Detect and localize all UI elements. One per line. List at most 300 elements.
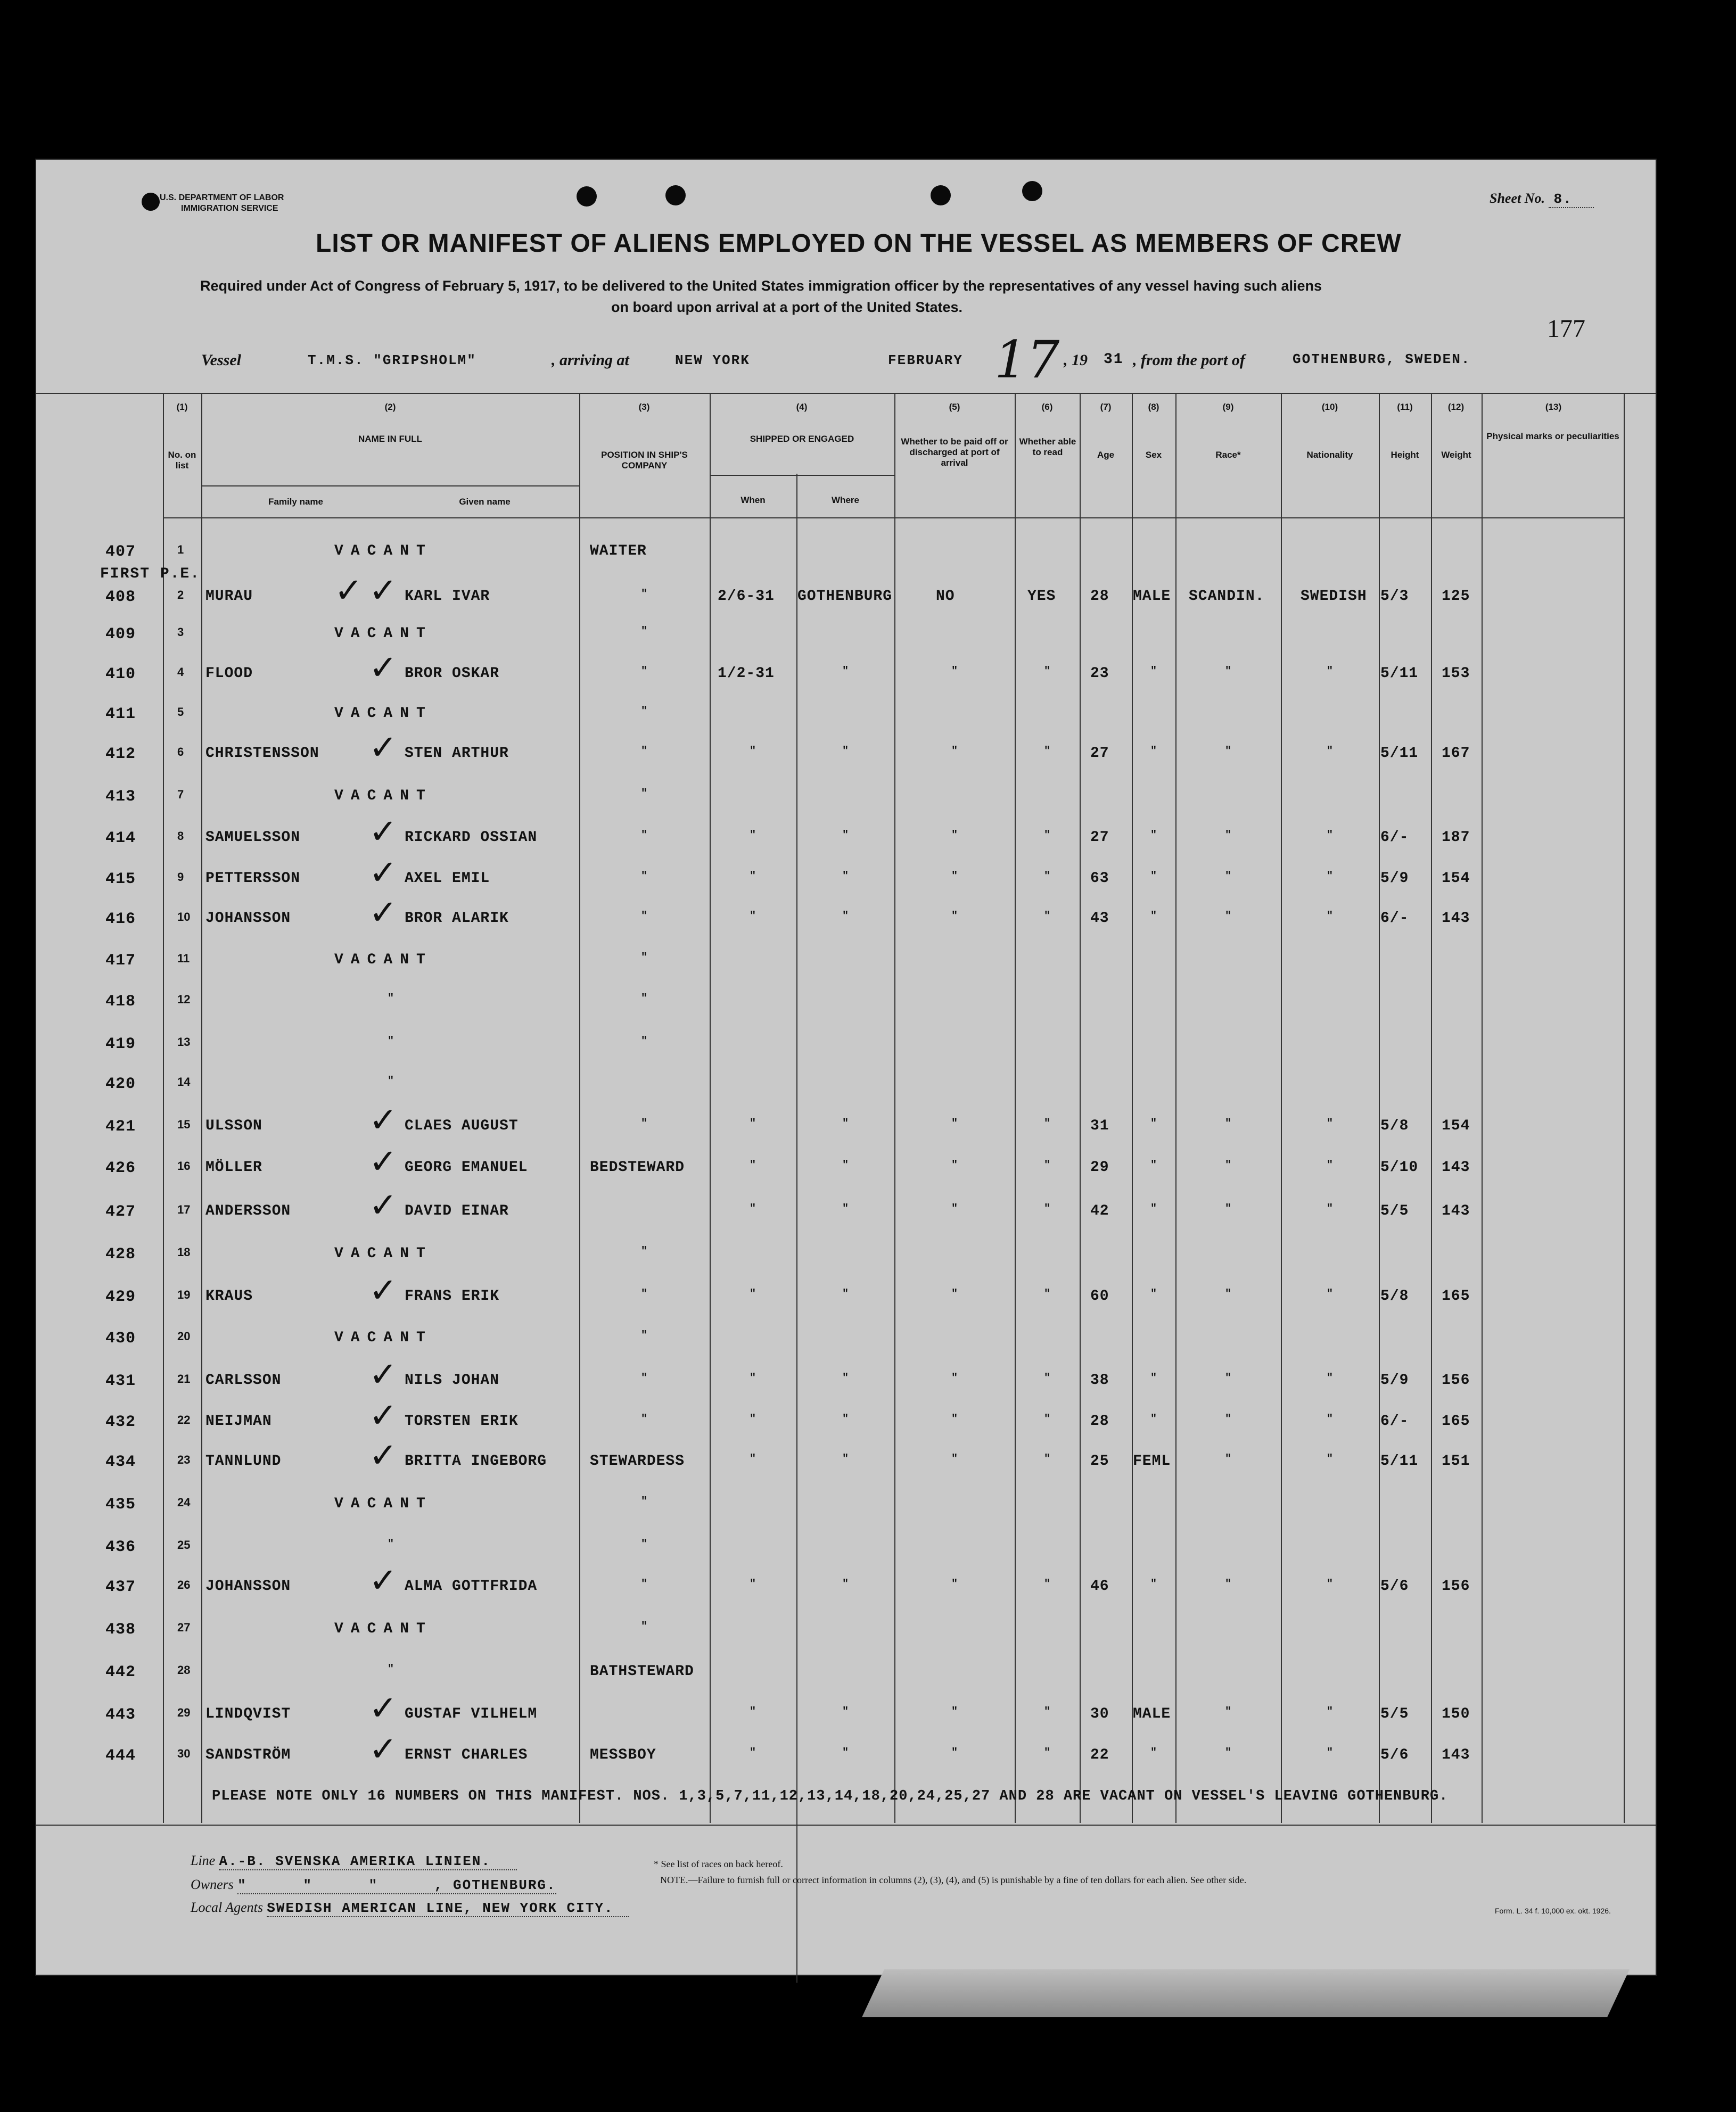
- margin-number: 435: [105, 1496, 136, 1514]
- column-number: (8): [1148, 402, 1159, 412]
- given-name: BROR OSKAR: [405, 665, 500, 682]
- able-to-read: ": [1044, 870, 1051, 882]
- paid-off: ": [951, 665, 959, 678]
- weight: 153: [1442, 665, 1470, 682]
- age: 31: [1090, 1118, 1109, 1134]
- list-number: 17: [177, 1203, 191, 1216]
- margin-number: 442: [105, 1663, 136, 1681]
- table-row: [36, 1663, 1656, 1685]
- margin-number: 410: [105, 665, 136, 683]
- list-number: 20: [177, 1330, 191, 1343]
- height: 5/9: [1380, 1372, 1409, 1389]
- weight: 156: [1442, 1372, 1470, 1389]
- shipped-when: ": [750, 1159, 757, 1172]
- table-row: [36, 1730, 1656, 1769]
- vacant-label: VACANT: [334, 952, 433, 968]
- margin-number: 409: [105, 625, 136, 644]
- list-number: 26: [177, 1578, 191, 1591]
- first-pe-label: FIRST P.E.: [100, 566, 201, 582]
- family-name: ANDERSSON: [205, 1203, 291, 1219]
- table-row: [36, 648, 1656, 688]
- nationality: SWEDISH: [1301, 588, 1367, 605]
- margin-number: 420: [105, 1075, 136, 1093]
- col-given-name: Given name: [459, 497, 511, 507]
- family-name: SAMUELSSON: [205, 829, 301, 846]
- shipped-where: GOTHENBURG: [797, 588, 893, 605]
- shipped-where: ": [842, 1159, 850, 1172]
- weight: 165: [1442, 1413, 1470, 1430]
- table-row: [36, 1496, 1656, 1517]
- margin-number: 437: [105, 1578, 136, 1596]
- sex: ": [1150, 1118, 1158, 1130]
- col-nationality: Nationality: [1306, 450, 1353, 460]
- check-mark-icon: ✓: [369, 648, 398, 688]
- margin-number: 436: [105, 1538, 136, 1556]
- margin-number: 428: [105, 1245, 136, 1264]
- position: ": [641, 1578, 648, 1590]
- paid-off: ": [951, 910, 959, 922]
- check-mark-icon: ✓: [369, 728, 398, 768]
- shipped-where: ": [842, 1203, 850, 1215]
- shipped-where: ": [842, 1413, 850, 1425]
- check-mark-icon: ✓: [369, 1396, 398, 1436]
- margin-number: 429: [105, 1288, 136, 1306]
- given-name: ALMA GOTTFRIDA: [405, 1578, 538, 1595]
- margin-number: 408: [105, 588, 136, 606]
- age: 30: [1090, 1706, 1109, 1722]
- margin-number: 417: [105, 952, 136, 970]
- weight: 187: [1442, 829, 1470, 846]
- given-name: STEN ARTHUR: [405, 745, 509, 762]
- footer-line: Line A.-B. SVENSKA AMERIKA LINIEN.: [191, 1852, 517, 1870]
- given-name: DAVID EINAR: [405, 1203, 509, 1219]
- vacant-label: VACANT: [334, 788, 433, 804]
- age: 23: [1090, 665, 1109, 682]
- list-number: 4: [177, 665, 184, 679]
- age: 42: [1090, 1203, 1109, 1219]
- column-number: (7): [1100, 402, 1112, 412]
- height: 5/5: [1380, 1706, 1409, 1722]
- nationality: ": [1327, 910, 1334, 922]
- family-name: JOHANSSON: [205, 910, 291, 927]
- given-name: KARL IVAR: [405, 588, 490, 605]
- given-name: AXEL EMIL: [405, 870, 490, 887]
- check-mark-icon: ✓: [369, 1101, 398, 1140]
- column-number: (6): [1041, 402, 1053, 412]
- column-number: (5): [949, 402, 960, 412]
- shipped-when: ": [750, 1453, 757, 1465]
- table-row: [36, 993, 1656, 1014]
- paid-off: ": [951, 1578, 959, 1590]
- height: 5/10: [1380, 1159, 1419, 1176]
- from-label: , from the port of: [1133, 351, 1245, 369]
- position: ": [641, 1413, 648, 1425]
- margin-number: 411: [105, 705, 136, 723]
- col-position: POSITION IN SHIP'S COMPANY: [601, 450, 688, 471]
- sex: ": [1150, 1372, 1158, 1384]
- check-mark-icon: ✓: [369, 893, 398, 933]
- shipped-when: ": [750, 1413, 757, 1425]
- age: 28: [1090, 588, 1109, 605]
- weight: 143: [1442, 910, 1470, 927]
- vacant-label: ": [388, 1075, 395, 1087]
- age: 63: [1090, 870, 1109, 887]
- paid-off: ": [951, 1372, 959, 1384]
- table-row: [36, 625, 1656, 647]
- margin-number: 427: [105, 1203, 136, 1221]
- able-to-read: ": [1044, 1413, 1051, 1425]
- shipped-where: ": [842, 745, 850, 757]
- age: 38: [1090, 1372, 1109, 1389]
- race: ": [1225, 870, 1232, 882]
- margin-number: 430: [105, 1330, 136, 1348]
- column-number: (12): [1447, 402, 1465, 412]
- check-mark-icon: ✓: [369, 1436, 398, 1475]
- sex: MALE: [1133, 1706, 1171, 1722]
- shipped-when: ": [750, 1203, 757, 1215]
- position: ": [641, 910, 648, 922]
- table-row: [36, 1396, 1656, 1436]
- paid-off: ": [951, 1747, 959, 1759]
- shipped-when: 2/6-31: [718, 588, 775, 605]
- able-to-read: ": [1044, 1203, 1051, 1215]
- able-to-read: YES: [1027, 588, 1056, 605]
- height: 5/8: [1380, 1288, 1409, 1305]
- table-row: [36, 1186, 1656, 1225]
- column-number: (9): [1222, 402, 1234, 412]
- position: ": [641, 1288, 648, 1300]
- shipped-where: ": [842, 1453, 850, 1465]
- sex: ": [1150, 1159, 1158, 1172]
- shipped-when: ": [750, 1747, 757, 1759]
- able-to-read: ": [1044, 745, 1051, 757]
- given-name: GEORG EMANUEL: [405, 1159, 528, 1176]
- footer-star-note: * See list of races on back hereof.: [654, 1859, 783, 1869]
- position: ": [641, 1245, 648, 1258]
- position: ": [641, 993, 648, 1005]
- punch-hole: [665, 185, 686, 205]
- vacant-label: ": [388, 993, 395, 1005]
- weight: 143: [1442, 1203, 1470, 1219]
- shipped-where: ": [842, 665, 850, 678]
- table-row: [36, 1621, 1656, 1642]
- list-number: 29: [177, 1706, 191, 1719]
- position: BATHSTEWARD: [590, 1663, 694, 1680]
- check-mark-icon: ✓: [369, 853, 398, 893]
- manifest-sheet: [36, 160, 1656, 1975]
- shipped-when: ": [750, 829, 757, 842]
- shipped-where: ": [842, 1372, 850, 1384]
- able-to-read: ": [1044, 1747, 1051, 1759]
- race: ": [1225, 665, 1232, 678]
- position: ": [641, 1496, 648, 1508]
- sex: ": [1150, 1288, 1158, 1300]
- table-row: [36, 1245, 1656, 1267]
- nationality: ": [1327, 745, 1334, 757]
- able-to-read: ": [1044, 1453, 1051, 1465]
- year-prefix: , 19: [1064, 351, 1088, 369]
- height: 5/3: [1380, 588, 1409, 605]
- list-number: 13: [177, 1035, 191, 1049]
- vacant-label: ": [388, 1035, 395, 1047]
- footer-owners: Owners " " " , GOTHENBURG.: [191, 1877, 556, 1893]
- family-name: CARLSSON: [205, 1372, 282, 1389]
- race: ": [1225, 1413, 1232, 1425]
- table-row: [36, 1075, 1656, 1096]
- margin-number: 414: [105, 829, 136, 847]
- check-mark-icon: ✓: [369, 1186, 398, 1225]
- position: MESSBOY: [590, 1747, 656, 1763]
- list-number: 3: [177, 625, 184, 639]
- age: 60: [1090, 1288, 1109, 1305]
- col-race: Race*: [1215, 450, 1241, 460]
- family-name: SANDSTRÖM: [205, 1747, 291, 1763]
- able-to-read: ": [1044, 1288, 1051, 1300]
- column-number: (4): [796, 402, 808, 412]
- weight: 167: [1442, 745, 1470, 762]
- age: 43: [1090, 910, 1109, 927]
- check-mark-icon: ✓: [369, 812, 398, 852]
- shipped-when: ": [750, 1706, 757, 1718]
- height: 6/-: [1380, 910, 1409, 927]
- punch-hole: [931, 185, 951, 205]
- race: ": [1225, 1159, 1232, 1172]
- column-number: (13): [1545, 402, 1562, 412]
- sheet-number: Sheet No. 8.: [1490, 191, 1594, 207]
- family-name: KRAUS: [205, 1288, 253, 1305]
- vacant-label: VACANT: [334, 1245, 433, 1262]
- vessel-name: T.M.S. "GRIPSHOLM": [308, 352, 476, 368]
- list-number: 10: [177, 910, 191, 923]
- weight: 165: [1442, 1288, 1470, 1305]
- nationality: ": [1327, 1118, 1334, 1130]
- table-row: [36, 1355, 1656, 1395]
- able-to-read: ": [1044, 829, 1051, 842]
- shipped-where: ": [842, 1118, 850, 1130]
- table-row: [36, 1561, 1656, 1600]
- given-name: CLAES AUGUST: [405, 1118, 519, 1134]
- margin-number: 413: [105, 788, 136, 806]
- position: ": [641, 952, 648, 964]
- table-row: [36, 952, 1656, 973]
- vessel-line: Vessel: [201, 351, 241, 369]
- nationality: ": [1327, 1706, 1334, 1718]
- race: ": [1225, 829, 1232, 842]
- position: ": [641, 1538, 648, 1550]
- paid-off: ": [951, 829, 959, 842]
- position: ": [641, 588, 648, 600]
- height: 5/5: [1380, 1203, 1409, 1219]
- list-number: 19: [177, 1288, 191, 1301]
- paid-off: ": [951, 1203, 959, 1215]
- vacant-label: VACANT: [334, 705, 433, 722]
- table-row: [36, 812, 1656, 852]
- sex: ": [1150, 910, 1158, 922]
- shipped-when: ": [750, 1372, 757, 1384]
- margin-number: 407: [105, 543, 136, 561]
- shipped-where: ": [842, 870, 850, 882]
- column-number: (11): [1397, 402, 1413, 412]
- height: 5/6: [1380, 1747, 1409, 1763]
- shipped-when: ": [750, 745, 757, 757]
- list-number: 23: [177, 1453, 191, 1466]
- margin-number: 421: [105, 1118, 136, 1136]
- check-mark-icon: ✓: [369, 571, 398, 610]
- age: 27: [1090, 829, 1109, 846]
- list-number: 12: [177, 993, 191, 1006]
- position: BEDSTEWARD: [590, 1159, 685, 1176]
- col-shipped: SHIPPED OR ENGAGED: [750, 434, 854, 444]
- given-name: NILS JOHAN: [405, 1372, 500, 1389]
- position: ": [641, 788, 648, 800]
- able-to-read: ": [1044, 665, 1051, 678]
- able-to-read: ": [1044, 1159, 1051, 1172]
- sex: ": [1150, 745, 1158, 757]
- age: 46: [1090, 1578, 1109, 1595]
- col-no-on-list: No. on list: [168, 450, 196, 471]
- list-number: 16: [177, 1159, 191, 1173]
- height: 6/-: [1380, 829, 1409, 846]
- service-label: IMMIGRATION SERVICE: [181, 204, 278, 213]
- col-where: Where: [832, 495, 859, 505]
- shipped-when: ": [750, 1288, 757, 1300]
- paid-off: ": [951, 1118, 959, 1130]
- nationality: ": [1327, 1372, 1334, 1384]
- paid-off: ": [951, 745, 959, 757]
- table-row: [36, 705, 1656, 727]
- table-row: [36, 728, 1656, 768]
- weight: 154: [1442, 870, 1470, 887]
- given-name: ERNST CHARLES: [405, 1747, 528, 1763]
- given-name: TORSTEN ERIK: [405, 1413, 519, 1430]
- able-to-read: ": [1044, 1118, 1051, 1130]
- check-mark-icon: ✓: [369, 1142, 398, 1182]
- list-number: 6: [177, 745, 184, 758]
- nationality: ": [1327, 665, 1334, 678]
- able-to-read: ": [1044, 910, 1051, 922]
- shipped-when: ": [750, 1578, 757, 1590]
- table-row: [36, 853, 1656, 893]
- race: ": [1225, 1372, 1232, 1384]
- vacant-label: VACANT: [334, 1496, 433, 1512]
- family-name: PETTERSSON: [205, 870, 301, 887]
- table-row: [36, 1142, 1656, 1182]
- nationality: ": [1327, 1747, 1334, 1759]
- list-number: 15: [177, 1118, 191, 1131]
- column-number: (10): [1321, 402, 1338, 412]
- arrival-year: 31: [1104, 351, 1124, 368]
- margin-number: 444: [105, 1747, 136, 1765]
- punch-hole: [1022, 181, 1042, 201]
- family-name: MÖLLER: [205, 1159, 262, 1176]
- check-mark-icon: ✓: [369, 1561, 398, 1600]
- sex: MALE: [1133, 588, 1171, 605]
- margin-number: 431: [105, 1372, 136, 1390]
- margin-number: 416: [105, 910, 136, 928]
- vacancy-note: PLEASE NOTE ONLY 16 NUMBERS ON THIS MANIFEST. NOS. 1,3,5,7,11,12,13,14,18,20,24,25,27 AND 28 ARE VACANT ON VESSEL'S LEAVING GOTHENBURG.: [212, 1788, 1449, 1804]
- age: 22: [1090, 1747, 1109, 1763]
- position: ": [641, 665, 648, 678]
- page-number: 177: [1547, 315, 1585, 343]
- list-number: 11: [177, 952, 190, 965]
- shipped-when: ": [750, 910, 757, 922]
- height: 5/9: [1380, 870, 1409, 887]
- race: ": [1225, 1203, 1232, 1215]
- shipped-when: 1/2-31: [718, 665, 775, 682]
- margin-number: 443: [105, 1706, 136, 1724]
- weight: 150: [1442, 1706, 1470, 1722]
- vacant-label: VACANT: [334, 543, 433, 559]
- arrival-month: FEBRUARY: [888, 352, 963, 368]
- sex: ": [1150, 1747, 1158, 1759]
- list-number: 28: [177, 1663, 191, 1677]
- nationality: ": [1327, 1413, 1334, 1425]
- able-to-read: ": [1044, 1706, 1051, 1718]
- paid-off: ": [951, 870, 959, 882]
- family-name: FLOOD: [205, 665, 253, 682]
- shipped-where: ": [842, 1747, 850, 1759]
- family-name: TANNLUND: [205, 1453, 282, 1470]
- punch-hole: [577, 186, 597, 207]
- check-mark-icon: ✓: [369, 1271, 398, 1310]
- margin-number: 432: [105, 1413, 136, 1431]
- position: ": [641, 829, 648, 842]
- col-sex: Sex: [1145, 450, 1162, 460]
- race: ": [1225, 1706, 1232, 1718]
- age: 25: [1090, 1453, 1109, 1470]
- family-name: NEIJMAN: [205, 1413, 272, 1430]
- nationality: ": [1327, 1203, 1334, 1215]
- form-number: Form. L. 34 f. 10,000 ex. okt. 1926.: [1495, 1907, 1611, 1915]
- table-row: [36, 1436, 1656, 1475]
- sex: ": [1150, 1578, 1158, 1590]
- paid-off: ": [951, 1159, 959, 1172]
- weight: 143: [1442, 1159, 1470, 1176]
- weight: 154: [1442, 1118, 1470, 1134]
- able-to-read: ": [1044, 1372, 1051, 1384]
- nationality: ": [1327, 1578, 1334, 1590]
- position: ": [641, 625, 648, 638]
- table-row: [36, 1330, 1656, 1351]
- shipped-when: ": [750, 870, 757, 882]
- column-number: (1): [176, 402, 188, 412]
- check-mark-icon: ✓: [369, 1730, 398, 1769]
- arrival-day: 17: [994, 330, 1060, 390]
- list-number: 21: [177, 1372, 191, 1385]
- column-number: (2): [384, 402, 396, 412]
- race: ": [1225, 745, 1232, 757]
- race: ": [1225, 1118, 1232, 1130]
- nationality: ": [1327, 870, 1334, 882]
- footer-legal-note: NOTE.—Failure to furnish full or correct information in columns (2), (3), (4), and (5) is punishable by a fine of ten dollars for each alien. See other side.: [660, 1875, 1247, 1885]
- given-name: GUSTAF VILHELM: [405, 1706, 538, 1722]
- vacant-label: ": [388, 1663, 395, 1676]
- height: 5/8: [1380, 1118, 1409, 1134]
- position: ": [641, 1035, 648, 1047]
- margin-number: 434: [105, 1453, 136, 1471]
- position: STEWARDESS: [590, 1453, 685, 1470]
- nationality: ": [1327, 1453, 1334, 1465]
- paper-edge: [862, 1969, 1630, 2017]
- sex: ": [1150, 829, 1158, 842]
- paid-off: ": [951, 1288, 959, 1300]
- given-name: RICKARD OSSIAN: [405, 829, 538, 846]
- col-when: When: [741, 495, 766, 505]
- family-name: CHRISTENSSON: [205, 745, 319, 762]
- subtitle-line-2: on board upon arrival at a port of the United States.: [611, 299, 963, 315]
- list-number: 9: [177, 870, 184, 884]
- page-title: LIST OR MANIFEST OF ALIENS EMPLOYED ON THE VESSEL AS MEMBERS OF CREW: [316, 229, 1402, 258]
